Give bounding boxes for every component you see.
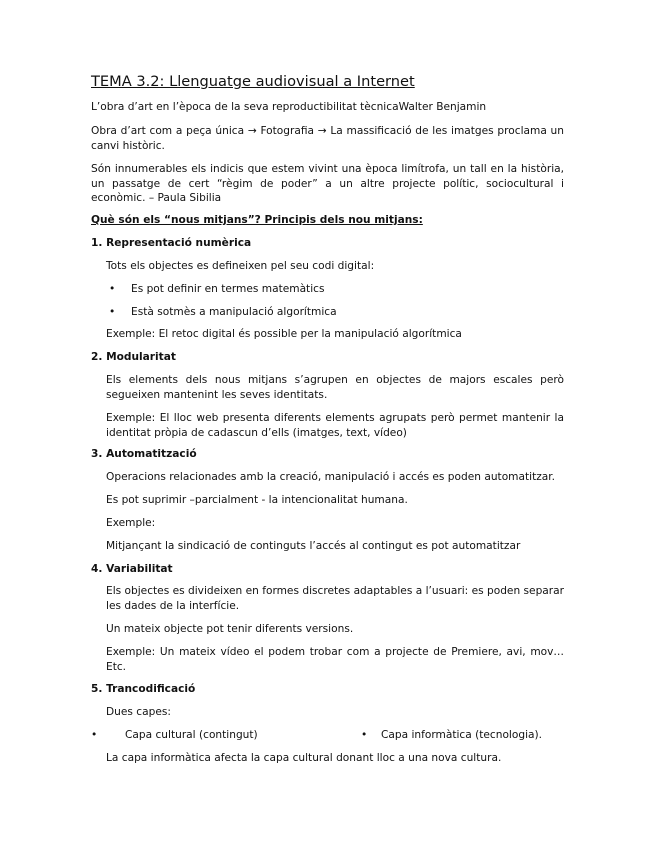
section-4-text-1: Els objectes es divideixen en formes discretes adaptables a l’usuari: es poden separar les dades de la interfície. [106,585,564,612]
bullet-icon: • [91,729,98,741]
section-3-text-2: Es pot suprimir –parcialment - la intencionalitat humana. [106,494,408,506]
section-1-example: Exemple: El retoc digital és possible per la manipulació algorítmica [106,328,462,340]
intro-paragraph-2: Obra d’art com a peça única → Fotografia → La massificació de les imatges proclama un canvi històric. [91,125,564,152]
section-2-text: Els elements dels nous mitjans s’agrupen en objectes de majors escales però segueixen mantenint les seves identitats. [106,374,564,401]
bullet-icon: • [109,306,116,318]
section-4-heading: 4. Variabilitat [91,563,173,575]
section-3-text-3: Exemple: [106,517,156,529]
section-4-text-2: Un mateix objecte pot tenir diferents versions. [106,623,354,635]
section-5-heading: 5. Trancodificació [91,683,196,695]
section-2-heading: 2. Modularitat [91,351,176,363]
section-5-text-2: La capa informàtica afecta la capa cultural donant lloc a una nova cultura. [106,752,502,764]
section-5-text-1: Dues capes: [106,706,171,718]
section-4-example: Exemple: Un mateix vídeo el podem trobar com a projecte de Premiere, avi, mov… Etc. [106,646,564,673]
page-title: TEMA 3.2: Llenguatge audiovisual a Internet [91,73,415,90]
section-3-text-4: Mitjançant la sindicació de continguts l’accés al contingut es pot automatitzar [106,540,521,552]
intro-paragraph-1: L’obra d’art en l’època de la seva reproductibilitat tècnicaWalter Benjamin [91,101,487,113]
section-2-example: Exemple: El lloc web presenta diferents elements agrupats però permet mantenir la identitat pròpia de cadascun d’ells (imatges, text, vídeo) [106,412,564,439]
section-1-heading: 1. Representació numèrica [91,237,252,249]
bullet-icon: • [361,729,368,741]
intro-paragraph-3: Són innumerables els indicis que estem vivint una època limítrofa, un tall en la història, un passatge de cert “règim de poder” a un altre projecte polític, sociocultural i econòmic. – Paula Sibilia [91,163,564,205]
section-question: Què són els “nous mitjans”? Principis dels nou mitjans: [91,214,423,226]
section-1-text: Tots els objectes es defineixen pel seu codi digital: [106,260,375,272]
section-3-heading: 3. Automatització [91,448,197,460]
bullet-icon: • [109,283,116,295]
section-3-text-1: Operacions relacionades amb la creació, manipulació i accés es poden automatitzar. [106,471,556,483]
